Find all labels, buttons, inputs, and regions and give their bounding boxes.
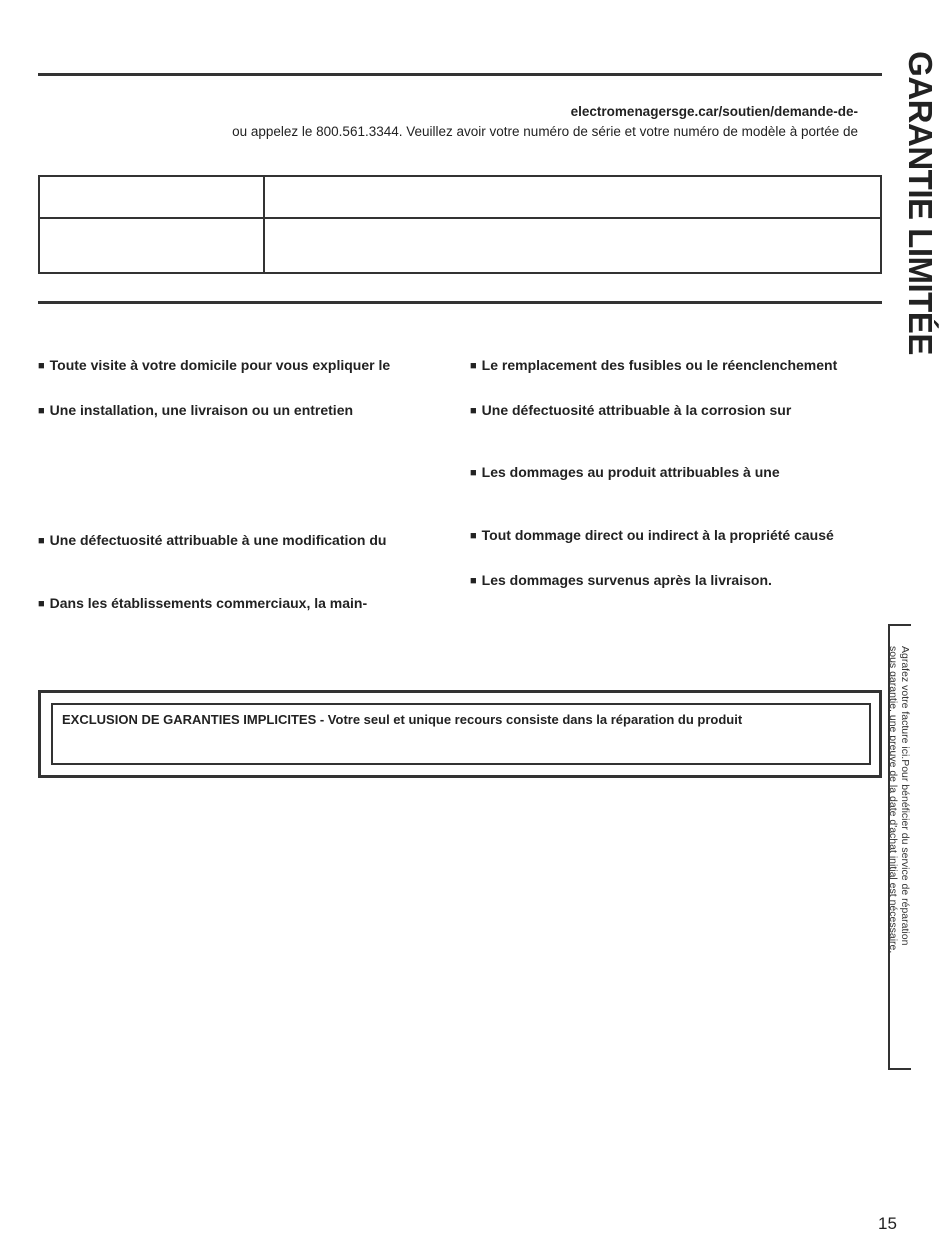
header-rule bbox=[38, 73, 882, 76]
side-title-text: GARANTIE LIMITÉE bbox=[902, 51, 939, 355]
exclusion-item: ■ Le remplacement des fusibles ou le réenclenchement bbox=[470, 357, 838, 373]
exclusion-item: ■ Les dommages survenus après la livraison. bbox=[470, 572, 772, 588]
implied-warranty-box bbox=[38, 690, 882, 778]
coverage-table bbox=[38, 175, 882, 274]
receipt-note-text: Agrafez votre facture ici.Pour bénéficier du service de réparation sous garantie, une preuve de la date d'achat initial est nécessaire. bbox=[887, 646, 911, 954]
bullet-icon: ■ bbox=[38, 360, 45, 372]
exclusion-item: ■ Toute visite à votre domicile pour vous expliquer le bbox=[38, 357, 391, 373]
section-rule bbox=[38, 301, 882, 304]
bullet-icon: ■ bbox=[38, 598, 45, 610]
exclusion-item: ■ Les dommages au produit attribuables à une bbox=[470, 464, 780, 480]
receipt-staple-box bbox=[888, 624, 911, 1070]
exclusion-item: ■ Dans les établissements commerciaux, la main- bbox=[38, 595, 368, 611]
bullet-icon: ■ bbox=[38, 535, 45, 547]
page-number: 15 bbox=[878, 1214, 897, 1233]
receipt-note bbox=[887, 646, 911, 1056]
exclusion-item: ■ Une défectuosité attribuable à une modification du bbox=[38, 532, 387, 548]
exclusion-item: ■ Une défectuosité attribuable à la corrosion sur bbox=[470, 402, 792, 418]
bullet-icon: ■ bbox=[38, 405, 45, 417]
bullet-icon: ■ bbox=[470, 575, 477, 587]
bullet-icon: ■ bbox=[470, 467, 477, 479]
exclusion-item: ■ Tout dommage direct ou indirect à la propriété causé bbox=[470, 527, 834, 543]
bullet-icon: ■ bbox=[470, 405, 477, 417]
bullet-icon: ■ bbox=[470, 530, 477, 542]
table-divider-vertical bbox=[263, 177, 265, 272]
implied-warranty-inner-box bbox=[51, 703, 871, 765]
service-link[interactable]: electromenagersge.car/soutien/demande-de- bbox=[570, 104, 858, 119]
implied-warranty-text: EXCLUSION DE GARANTIES IMPLICITES - Votre seul et unique recours consiste dans la réparation du produit bbox=[62, 712, 743, 727]
service-phone-text: ou appelez le 800.561.3344. Veuillez avoir votre numéro de série et votre numéro de modèle à portée de bbox=[232, 124, 858, 139]
side-title bbox=[895, 38, 945, 368]
table-divider-horizontal bbox=[40, 217, 880, 219]
exclusion-item: ■ Une installation, une livraison ou un entretien bbox=[38, 402, 354, 418]
bullet-icon: ■ bbox=[470, 360, 477, 372]
